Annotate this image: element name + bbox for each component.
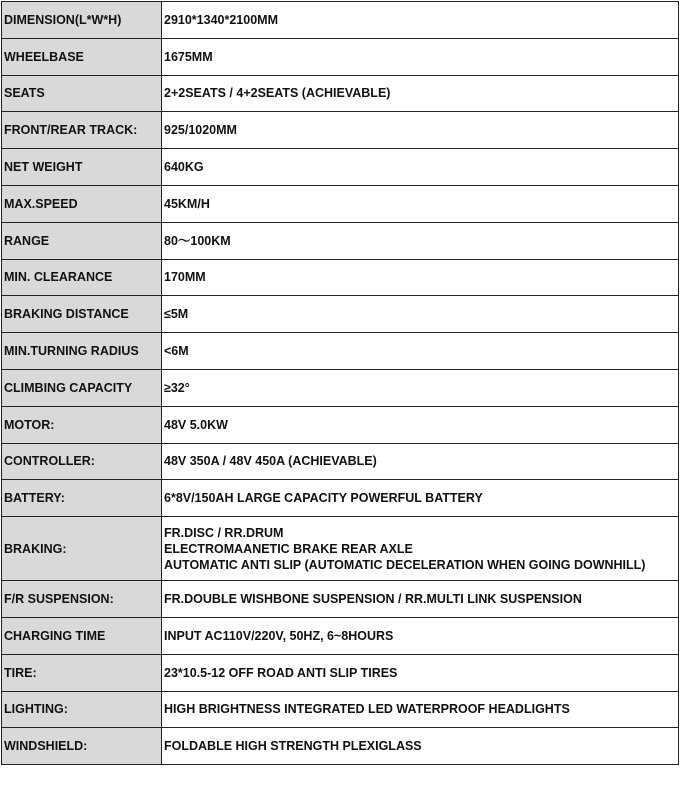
spec-row-motor — [2, 406, 679, 443]
spec-value: HIGH BRIGHTNESS INTEGRATED LED WATERPROOF HEADLIGHTS — [162, 691, 679, 728]
spec-value — [162, 517, 679, 581]
spec-label: BRAKING: — [2, 517, 162, 581]
spec-value: 640KG — [162, 149, 679, 186]
spec-value: 925/1020MM — [162, 112, 679, 149]
spec-label: DIMENSION(L*W*H) — [2, 2, 162, 39]
spec-label: F/R SUSPENSION: — [2, 581, 162, 618]
spec-value: FOLDABLE HIGH STRENGTH PLEXIGLASS — [162, 728, 679, 765]
spec-label: LIGHTING: — [2, 691, 162, 728]
spec-row-max-speed — [2, 185, 679, 222]
spec-value-line: ELECTROMAANETIC BRAKE REAR AXLE — [164, 541, 413, 556]
spec-label: MAX.SPEED — [2, 185, 162, 222]
spec-label: SEATS — [2, 75, 162, 112]
spec-row-braking-distance — [2, 296, 679, 333]
spec-row-range — [2, 222, 679, 259]
spec-value: 45KM/H — [162, 185, 679, 222]
spec-row-turning-radius — [2, 333, 679, 370]
spec-label: MIN. CLEARANCE — [2, 259, 162, 296]
spec-label: TIRE: — [2, 654, 162, 691]
spec-row-battery — [2, 480, 679, 517]
spec-value: INPUT AC110V/220V, 50HZ, 6~8HOURS — [162, 617, 679, 654]
spec-value: 80～100KM — [162, 222, 679, 259]
spec-row-net-weight — [2, 149, 679, 186]
spec-label: MIN.TURNING RADIUS — [2, 333, 162, 370]
spec-row-dimension — [2, 2, 679, 39]
spec-label: NET WEIGHT — [2, 149, 162, 186]
spec-value: 48V 5.0KW — [162, 406, 679, 443]
spec-label: BATTERY: — [2, 480, 162, 517]
spec-label: RANGE — [2, 222, 162, 259]
spec-value: 23*10.5-12 OFF ROAD ANTI SLIP TIRES — [162, 654, 679, 691]
spec-row-suspension — [2, 581, 679, 618]
spec-label: WINDSHIELD: — [2, 728, 162, 765]
spec-row-charging-time — [2, 617, 679, 654]
spec-row-lighting — [2, 691, 679, 728]
spec-row-controller — [2, 443, 679, 480]
spec-value-line: AUTOMATIC ANTI SLIP (AUTOMATIC DECELERATION WHEN GOING DOWNHILL) — [164, 557, 646, 572]
spec-value: 170MM — [162, 259, 679, 296]
spec-value: <6M — [162, 333, 679, 370]
spec-value-line: FR.DISC / RR.DRUM — [164, 525, 284, 540]
spec-row-tire — [2, 654, 679, 691]
spec-row-clearance — [2, 259, 679, 296]
spec-value: ≥32° — [162, 369, 679, 406]
spec-row-track — [2, 112, 679, 149]
spec-row-seats — [2, 75, 679, 112]
spec-row-climbing-capacity — [2, 369, 679, 406]
spec-value: 1675MM — [162, 38, 679, 75]
spec-label: CONTROLLER: — [2, 443, 162, 480]
spec-value: 2910*1340*2100MM — [162, 2, 679, 39]
spec-row-braking — [2, 517, 679, 581]
spec-value: ≤5M — [162, 296, 679, 333]
spec-label: BRAKING DISTANCE — [2, 296, 162, 333]
spec-value: 6*8V/150AH LARGE CAPACITY POWERFUL BATTERY — [162, 480, 679, 517]
spec-table — [1, 1, 679, 765]
spec-label: CLIMBING CAPACITY — [2, 369, 162, 406]
spec-row-windshield — [2, 728, 679, 765]
spec-value: FR.DOUBLE WISHBONE SUSPENSION / RR.MULTI LINK SUSPENSION — [162, 581, 679, 618]
spec-label: WHEELBASE — [2, 38, 162, 75]
spec-label: MOTOR: — [2, 406, 162, 443]
spec-value: 48V 350A / 48V 450A (ACHIEVABLE) — [162, 443, 679, 480]
spec-label: CHARGING TIME — [2, 617, 162, 654]
spec-label: FRONT/REAR TRACK: — [2, 112, 162, 149]
spec-value: 2+2SEATS / 4+2SEATS (ACHIEVABLE) — [162, 75, 679, 112]
spec-row-wheelbase — [2, 38, 679, 75]
